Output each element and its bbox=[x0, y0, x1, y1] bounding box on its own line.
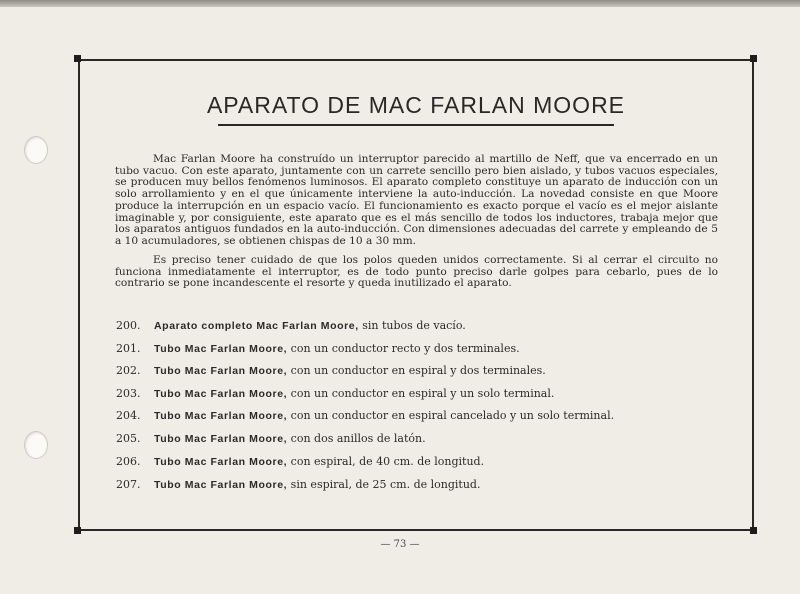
catalog-item bbox=[116, 319, 726, 332]
item-description: con espiral, de 40 cm. de longitud. bbox=[287, 455, 485, 468]
item-number: 206. bbox=[116, 455, 141, 468]
item-number: 207. bbox=[116, 478, 141, 491]
paragraph-text: Es preciso tener cuidado de que los polos queden unidos correctamente. Si al cerrar el circuito no funciona inmediatamente el interruptor, es de todo punto preciso darle golpes para cebarlo, pues de lo contrario se pone incandescente el resorte y queda inutilizado el aparato. bbox=[115, 254, 718, 290]
paragraph-description bbox=[115, 154, 718, 248]
item-name: Aparato completo Mac Farlan Moore, bbox=[154, 320, 359, 332]
catalog-item bbox=[116, 342, 726, 355]
item-number: 203. bbox=[116, 387, 141, 400]
page-title: APARATO DE MAC FARLAN MOORE bbox=[206, 92, 626, 118]
paragraph-caution bbox=[115, 255, 718, 290]
paragraph-text: Mac Farlan Moore ha construído un interruptor parecido al martillo de Neff, que va encerrado en un tubo vacuo. Con este aparato, juntamente con un carrete sencillo pero bien aislado, y tubos vacuos especiales, se producen muy bellos fenómenos luminosos. El aparato completo constituye un aparato de inducción con un solo arrollamiento y en el que únicamente interviene la auto-inducción. La novedad consiste en que Moore produce la interrupción en un espacio vacío. El funcionamiento es exacto porque el vacío es el mejor aislante imaginable y, por consiguiente, este aparato que es el más sencillo de todos los inductores, trabaja mejor que los aparatos antiguos fundados en la auto-inducción. Con dimensiones adecuadas del carrete y empleando de 5 a 10 acumuladores, se obtienen chispas de 10 a 30 mm. bbox=[115, 153, 718, 247]
catalog-item bbox=[116, 387, 726, 400]
catalog-item bbox=[116, 364, 726, 377]
item-number: 205. bbox=[116, 432, 141, 445]
item-name: Tubo Mac Farlan Moore, bbox=[154, 479, 288, 491]
item-description: con un conductor en espiral y dos terminales. bbox=[287, 364, 546, 377]
item-name: Tubo Mac Farlan Moore, bbox=[154, 433, 288, 445]
frame-corner-top-right bbox=[750, 55, 757, 62]
frame-corner-bottom-right bbox=[750, 527, 757, 534]
item-name: Tubo Mac Farlan Moore, bbox=[154, 343, 288, 355]
punch-hole-bottom bbox=[24, 431, 48, 459]
item-description: con un conductor en espiral y un solo terminal. bbox=[287, 387, 555, 400]
item-number: 200. bbox=[116, 319, 141, 332]
item-description: sin tubos de vacío. bbox=[358, 319, 466, 332]
item-description: con un conductor en espiral cancelado y un solo terminal. bbox=[287, 409, 615, 422]
catalog-item bbox=[116, 409, 726, 422]
punch-hole-top bbox=[24, 136, 48, 164]
item-name: Tubo Mac Farlan Moore, bbox=[154, 388, 288, 400]
item-name: Tubo Mac Farlan Moore, bbox=[154, 456, 288, 468]
title-underline bbox=[218, 124, 614, 126]
item-number: 201. bbox=[116, 342, 141, 355]
catalog-item bbox=[116, 432, 726, 445]
item-description: con dos anillos de latón. bbox=[287, 432, 426, 445]
frame-corner-bottom-left bbox=[74, 527, 81, 534]
item-name: Tubo Mac Farlan Moore, bbox=[154, 365, 288, 377]
item-description: sin espiral, de 25 cm. de longitud. bbox=[287, 478, 481, 491]
frame-corner-top-left bbox=[74, 55, 81, 62]
catalog-item bbox=[116, 478, 726, 491]
page-number: — 73 — bbox=[380, 539, 420, 550]
item-description: con un conductor recto y dos terminales. bbox=[287, 342, 520, 355]
item-number: 204. bbox=[116, 409, 141, 422]
catalog-item bbox=[116, 455, 726, 468]
item-name: Tubo Mac Farlan Moore, bbox=[154, 410, 288, 422]
item-number: 202. bbox=[116, 364, 141, 377]
scan-top-edge bbox=[0, 0, 800, 7]
